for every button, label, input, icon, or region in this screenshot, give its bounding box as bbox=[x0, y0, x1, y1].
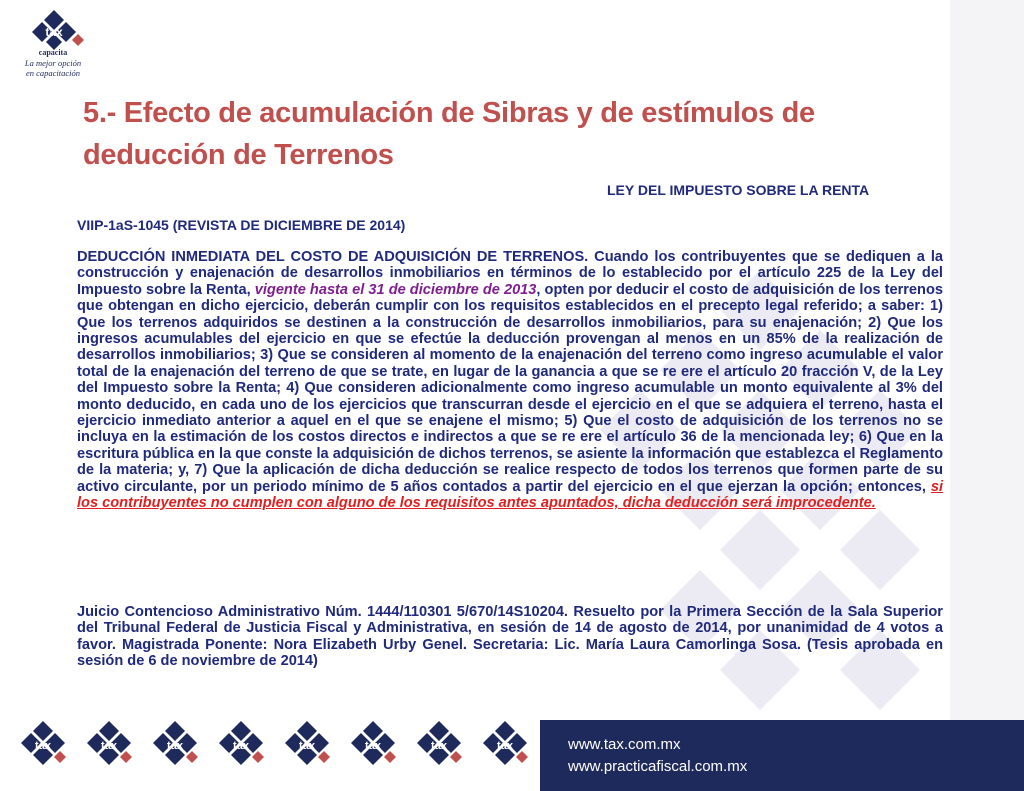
footer-mini-logo bbox=[478, 718, 532, 768]
footer-mini-logo-label: tax bbox=[497, 740, 513, 752]
law-label: LEY DEL IMPUESTO SOBRE LA RENTA bbox=[607, 182, 870, 198]
footer-banner bbox=[540, 720, 1024, 791]
footer-url-tax[interactable]: www.tax.com.mx bbox=[568, 736, 681, 753]
footer-logo-row bbox=[16, 718, 532, 770]
footer-url-practicafiscal[interactable]: www.practicafiscal.com.mx bbox=[568, 758, 748, 775]
footer-mini-logo-label: tax bbox=[35, 740, 51, 752]
logo-subtitle: capacita bbox=[38, 48, 68, 57]
footer-mini-logo-label: tax bbox=[365, 740, 381, 752]
reference-label: VIIP-1aS-1045 (REVISTA DE DICIEMBRE DE 2014) bbox=[77, 217, 406, 233]
footer-mini-logo bbox=[346, 718, 400, 768]
footer-mini-logo bbox=[16, 718, 70, 768]
logo-tagline-line-2: en capacitación bbox=[25, 68, 81, 78]
footer-mini-logo-label: tax bbox=[233, 740, 249, 752]
body-text-part-2: , opten por deducir el costo de adquisición de los terrenos que obtengan en dicho ejercicio, deberán cumplir con los requisitos establecidos en el precepto legal referido; a saber: 1) Que los terrenos adquiridos se destinen a la construcción de desarrollos inmobiliarios, para su enajenación; 2) Que los ingresos acumulables del ejercicio en que se efectúe la deducción provengan al menos en un 85% de la realización de desarrollos inmobiliarios; 3) Que se consideren al momento de la enajenación del terreno como ingreso acumulable el valor total de la enajenación del terreno de que se trate, en lugar de la ganancia a que se re ere el artículo 20 fracción V, de la Ley del Impuesto sobre la Renta; 4) Que consideren adicionalmente como ingreso acumulable un monto equivalente al 3% del monto deducido, en cada uno de los ejercicios que transcurran desde el ejercicio en el que se adquiera el terreno, hasta el ejercicio inmediato anterior a aquel en el que se enajene el mismo; 5) Que el costo de adquisición de los terrenos no se incluya en la estimación de los costos directos e indirectos a que se re ere el artículo 36 de la mencionada ley; 6) Que en la escritura pública en la que conste la adquisición de dichos terrenos, se asiente la información que establezca el Reglamento de la materia; y, 7) Que la aplicación de dicha deducción se realice respecto de todos los terrenos que formen parte de su activo circulante, por un periodo mínimo de 5 años contados a partir del ejercicio en el que ejerzan la opción; entonces, bbox=[77, 281, 943, 495]
body-highlight-conclusion: si los contribuyentes no cumplen con alguno de los requisitos antes apuntados, dicha deducción será improcedente. bbox=[77, 478, 943, 512]
footer-mini-logo bbox=[82, 718, 136, 768]
svg-text:tax: tax bbox=[45, 25, 63, 39]
footer-mini-logo bbox=[412, 718, 466, 768]
slide-title: 5.- Efecto de acumulación de Sibras y de estímulos de deducción de Terrenos bbox=[83, 97, 815, 171]
footer-mini-logo-label: tax bbox=[431, 740, 447, 752]
body-paragraph bbox=[77, 249, 943, 512]
footer-mini-logo-label: tax bbox=[101, 740, 117, 752]
footer-mini-logo bbox=[214, 718, 268, 768]
logo-tagline-line-1: La mejor opción bbox=[24, 58, 82, 68]
juicio-citation: Juicio Contencioso Administrativo Núm. 1444/110301 5/670/14S10204. Resuelto por la Primera Sección de la Sala Superior del Tribunal Federal de Justicia Fiscal y Administrativa, en sesión de 14 de agosto de 2014, por unanimidad de 4 votos a favor. Magistrada Ponente: Nora Elizabeth Urby Genel. Secretaria: Lic. María Laura Camorlinga Sosa. (Tesis aprobada en sesión de 6 de noviembre de 2014) bbox=[77, 604, 943, 670]
body-highlight-date: vigente hasta el 31 de diciembre de 2013 bbox=[254, 281, 537, 298]
footer-mini-logo bbox=[280, 718, 334, 768]
footer-mini-logo-label: tax bbox=[299, 740, 315, 752]
footer-mini-logo bbox=[148, 718, 202, 768]
footer-mini-logo-label: tax bbox=[167, 740, 183, 752]
body-text-part-1: DEDUCCIÓN INMEDIATA DEL COSTO DE ADQUISICIÓN DE TERRENOS. Cuando los contribuyentes que se dediquen a la construcción y enajenación de desarrollos inmobiliarios en términos de lo establecido por el artículo 225 de la Ley del Impuesto sobre la Renta, bbox=[77, 249, 943, 298]
logo-tagline bbox=[18, 48, 88, 78]
side-band bbox=[950, 0, 1024, 791]
